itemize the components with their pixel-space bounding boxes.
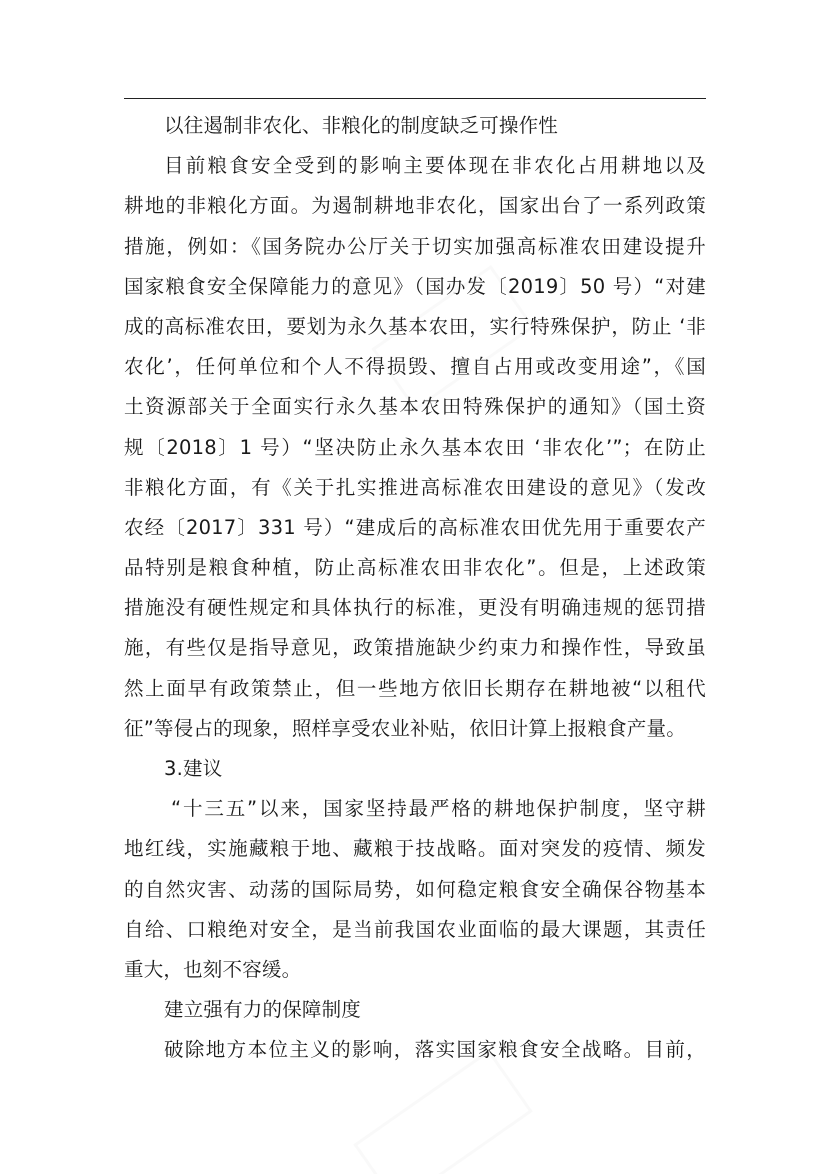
section-heading: 以往遏制非农化、非粮化的制度缺乏可操作性 — [164, 114, 559, 137]
paragraph-line: 重大，也刻不容缓。 — [124, 957, 302, 981]
paragraph-line: 农经〔2017〕331 号）“建成后的高标准农田优先用于重要农产 — [124, 515, 706, 539]
document-body — [124, 106, 706, 1071]
paragraph-line: 耕地的非粮化方面。为遏制耕地非农化，国家出台了一系列政策 — [124, 194, 706, 218]
section-heading: 建立强有力的保障制度 — [164, 998, 362, 1022]
paragraph-line: 非粮化方面，有《关于扎实推进高标准农田建设的意见》（发改 — [124, 475, 706, 499]
section-heading: 3.建议 — [164, 757, 223, 780]
paragraph-line: 规〔2018〕1 号）“坚决防止永久基本农田 ‘非农化’”；在防止 — [124, 435, 706, 459]
paragraph-line: 农化’，任何单位和个人不得损毁、擅自占用或改变用途”，《国 — [124, 355, 706, 379]
header-rule — [124, 98, 706, 99]
paragraph-line: 土资源部关于全面实行永久基本农田特殊保护的通知》（国土资 — [124, 395, 706, 419]
paragraph-line: 的自然灾害、动荡的国际局势，如何稳定粮食安全确保谷物基本 — [124, 877, 706, 901]
paragraph-line: 征”等侵占的现象，照样享受农业补贴，依旧计算上报粮食产量。 — [124, 716, 686, 740]
paragraph-line: 措施没有硬性规定和具体执行的标准，更没有明确违规的惩罚措 — [124, 596, 706, 620]
paragraph-line: 破除地方本位主义的影响，落实国家粮食安全战略。目前， — [164, 1038, 706, 1062]
paragraph-line: 地红线，实施藏粮于地、藏粮于技战略。面对突发的疫情、频发 — [124, 837, 706, 861]
paragraph-line: 自给、口粮绝对安全，是当前我国农业面临的最大课题，其责任 — [124, 917, 706, 941]
paragraph-line: 措施，例如：《国务院办公厅关于切实加强高标准农田建设提升 — [124, 234, 706, 258]
paragraph-line: “十三五”以来，国家坚持最严格的耕地保护制度，坚守耕 — [171, 797, 706, 821]
paragraph-line: 施，有些仅是指导意见，政策措施缺少约束力和操作性，导致虽 — [124, 636, 706, 660]
paragraph-line: 国家粮食安全保障能力的意见》（国办发〔2019〕50 号）“对建 — [124, 274, 706, 298]
paragraph-line: 目前粮食安全受到的影响主要体现在非农化占用耕地以及 — [164, 154, 706, 178]
paragraph-line: 然上面早有政策禁止，但一些地方依旧长期存在耕地被“以租代 — [124, 676, 706, 700]
paragraph-line: 成的高标准农田，要划为永久基本农田，实行特殊保护，防止 ‘非 — [124, 314, 706, 338]
paragraph-line: 品特别是粮食种植，防止高标准农田非农化”。但是，上述政策 — [124, 556, 706, 580]
